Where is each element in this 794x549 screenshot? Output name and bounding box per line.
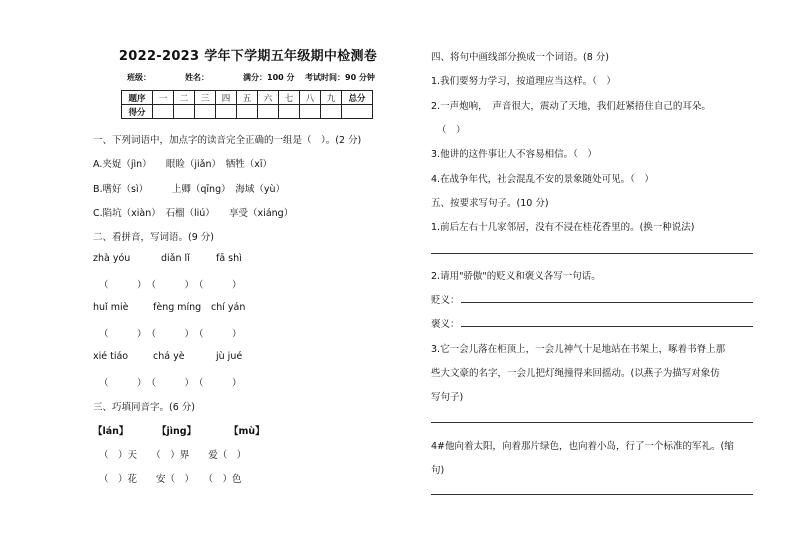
pinyin-9: jù jué: [216, 351, 243, 362]
q5-item-1: 1.前后左右十几家邻居，没有不浸在桂花香里的。(换一种说法): [431, 222, 695, 233]
score-cell: 五: [237, 91, 258, 105]
answer-line[interactable]: [431, 494, 753, 495]
pinyin-1: zhà yóu: [93, 253, 131, 264]
exam-time-label: 考试时间：90 分钟: [305, 73, 375, 82]
score-cell: 二: [174, 91, 195, 105]
score-cell: 七: [279, 91, 300, 105]
name-label: 姓名：: [185, 73, 209, 82]
pinyin-5: fèng míng: [153, 302, 202, 313]
answer-blanks[interactable]: （ ） （ ） （ ）: [99, 329, 242, 340]
score-input-cell[interactable]: [342, 105, 373, 119]
commendatory-label: 褒义：: [431, 319, 460, 330]
question-4: 四、将句中画线部分换成一个词语。(8 分): [431, 52, 609, 63]
question-3: 三、巧填同音字。(6 分): [93, 402, 195, 413]
class-label: 班级：: [127, 73, 151, 82]
question-2: 二、看拼音，写词语。(9 分): [93, 232, 214, 243]
q4-item-2: 2.一声炮响， 声音很大，震动了天地，我们赶紧捂住自己的耳朵。: [431, 101, 711, 112]
score-cell: 题序: [122, 91, 153, 105]
score-cell: 三: [195, 91, 216, 105]
score-input-cell[interactable]: [300, 105, 321, 119]
q4-item-4: 4.在战争年代，社会混乱不安的景象随处可见。（ ）: [431, 174, 654, 185]
q5-item-4-line-1: 4#他向着太阳，向着那片绿色，也向着小岛，行了一个标准的军礼。(缩: [431, 441, 734, 452]
score-input-cell[interactable]: [174, 105, 195, 119]
answer-blanks[interactable]: （ ） （ ） （ ）: [99, 280, 242, 291]
full-score-label: 满分：100 分: [243, 73, 295, 82]
fill-row-1[interactable]: （ ）天 （ ）界 爱（ ）: [99, 450, 247, 461]
pinyin-7: xié tiáo: [93, 351, 129, 362]
q5-item-2: 2.请用"骄傲"的贬义和褒义各写一句话。: [431, 271, 601, 282]
score-input-cell[interactable]: [321, 105, 342, 119]
score-cell: 一: [153, 91, 174, 105]
score-input-cell[interactable]: [195, 105, 216, 119]
pinyin-6: chí yán: [211, 302, 246, 313]
answer-line[interactable]: [461, 326, 753, 327]
option-a: A.夹娖（jìn） 眼睑（jiǎn） 牺牲（xī）: [93, 159, 273, 170]
q4-item-1: 1.我们要努力学习，按道理应当这样。（ ）: [431, 76, 616, 87]
answer-blanks[interactable]: （ ） （ ） （ ）: [99, 378, 242, 389]
derogatory-label: 贬义：: [431, 295, 460, 306]
answer-line[interactable]: [461, 302, 753, 303]
score-input-cell[interactable]: [237, 105, 258, 119]
q5-item-4-line-2: 句): [431, 465, 445, 476]
homophone-jing: 【jìng】: [157, 426, 197, 437]
pinyin-2: diǎn lǐ: [161, 253, 190, 264]
q4-item-2-blank[interactable]: （ ）: [437, 125, 466, 136]
pinyin-3: fā shì: [216, 253, 242, 264]
score-cell: 六: [258, 91, 279, 105]
question-5: 五、按要求写句子。(10 分): [431, 198, 549, 209]
score-input-cell[interactable]: [279, 105, 300, 119]
pinyin-8: chá yè: [153, 351, 185, 362]
pinyin-4: huǐ miè: [93, 302, 129, 313]
score-input-cell[interactable]: [153, 105, 174, 119]
score-cell: 四: [216, 91, 237, 105]
score-cell: 九: [321, 91, 342, 105]
question-1: 一、下列词语中，加点字的读音完全正确的一组是（ ）。(2 分): [93, 135, 362, 146]
homophone-mu: 【mù】: [229, 426, 265, 437]
q5-item-3-line-2: 些大文豪的名字，一会儿把灯绳撞得来回摇动。(以燕子为描写对象仿: [431, 368, 720, 379]
q4-item-3: 3.他讲的这件事让人不容易相信。（ ）: [431, 149, 597, 160]
score-input-cell[interactable]: [258, 105, 279, 119]
score-input-cell[interactable]: [216, 105, 237, 119]
score-table-header-row: [122, 91, 373, 105]
option-c: C.陷坑（xiàn） 石榴（liú） 享受（xiáng）: [93, 208, 294, 219]
score-cell: 总分: [342, 91, 373, 105]
score-cell: 得分: [122, 105, 153, 119]
score-table-score-row: [122, 105, 373, 119]
q5-item-3-line-3: 写句子): [431, 392, 464, 403]
score-table: [121, 90, 373, 119]
exam-title: 2022-2023 学年下学期五年级期中检测卷: [118, 49, 378, 64]
score-cell: 八: [300, 91, 321, 105]
option-b: B.嗜好（sì） 上卿（qīng） 海域（yù）: [93, 184, 285, 195]
answer-line[interactable]: [431, 422, 753, 423]
q5-item-3-line-1: 3.它一会儿落在柜顶上，一会儿神气十足地站在书架上，啄着书脊上那: [431, 344, 726, 355]
answer-line[interactable]: [431, 253, 753, 254]
fill-row-2[interactable]: （ ）花 安（ ） （ ）色: [99, 474, 242, 485]
homophone-lan: 【lán】: [93, 426, 129, 437]
